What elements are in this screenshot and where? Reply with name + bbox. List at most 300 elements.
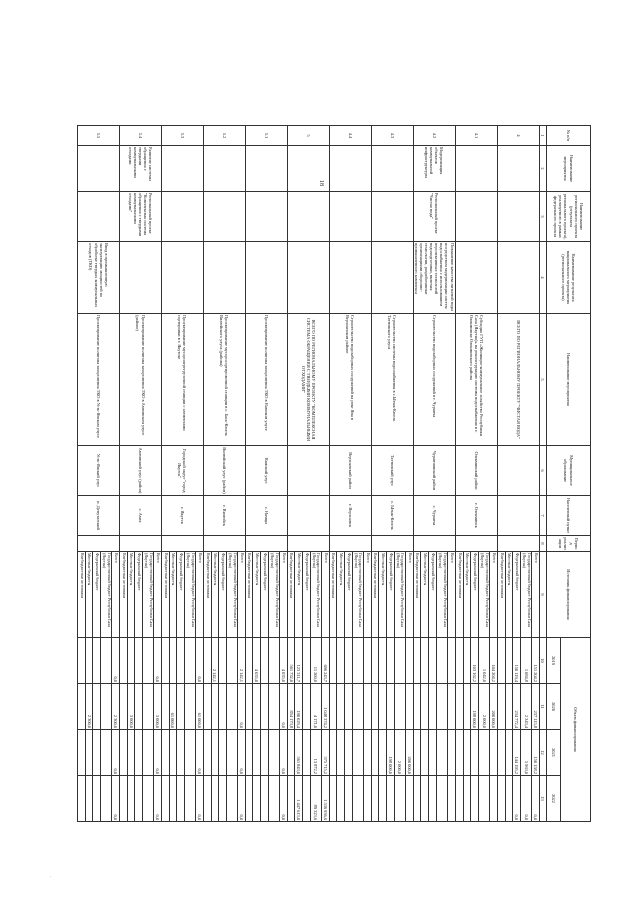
result-cell: Ввод в промышленную эксплуатацию мощностей по обработке твердых коммунальных отходов (ТКО) <box>78 242 120 314</box>
amount-cell <box>394 684 405 730</box>
object-cell: Проектирование полигона захоронения ТКО в Усть-Янском улусе <box>78 314 120 446</box>
object-cell: Строительство водозаборных сооружений в г. Чурапча <box>413 314 456 446</box>
source-cell: Местные бюджеты <box>169 552 177 638</box>
source-cell: Федеральный бюджет <box>177 552 185 638</box>
amount-cell <box>226 638 237 684</box>
column-number: 6 <box>539 446 546 496</box>
amount-cell <box>303 730 311 776</box>
amount-cell <box>352 684 363 730</box>
amount-cell <box>287 730 295 776</box>
event-cell <box>498 146 540 192</box>
fed-project-cell <box>245 192 287 242</box>
amount-cell <box>245 776 253 822</box>
amount-cell <box>413 638 421 684</box>
amount-cell <box>226 730 237 776</box>
amount-cell <box>421 776 429 822</box>
amount-cell: 0,0 <box>532 776 540 822</box>
amount-cell <box>93 684 101 730</box>
amount-cell <box>268 638 279 684</box>
amount-cell <box>456 684 464 730</box>
amount-cell <box>329 730 337 776</box>
object-cell: ВСЕГО ПО РЕГИОНАЛЬНОМУ ПРОЕКТУ "ЧИСТАЯ ВОДА" <box>498 314 540 446</box>
amount-cell <box>436 684 447 730</box>
amount-cell: 0,0 <box>280 730 288 776</box>
settlement-cell <box>498 496 540 536</box>
fed-project-cell <box>498 192 540 242</box>
amount-cell <box>413 776 421 822</box>
object-cell: Строительство системы водоснабжения в с.Ытык-Кюель Таттинского улуса <box>371 314 413 446</box>
amount-cell <box>203 684 211 730</box>
table-row <box>238 126 246 822</box>
source-cell: Государственный бюджет Республики Саха (Якутия) <box>352 552 363 638</box>
amount-cell <box>245 730 253 776</box>
amount-cell <box>93 776 101 822</box>
amount-cell <box>120 730 128 776</box>
source-cell: Внебюджетные источники <box>78 552 86 638</box>
result-cell <box>161 242 203 314</box>
amount-cell <box>456 776 464 822</box>
amount-cell: 561 843,0 <box>295 730 303 776</box>
amount-cell <box>429 638 437 684</box>
source-cell: Внебюджетные источники <box>456 552 464 638</box>
settlement-cell: г. Вилюйск <box>203 496 245 536</box>
amount-cell <box>371 684 379 730</box>
amount-cell <box>505 684 513 730</box>
amount-cell <box>127 776 135 822</box>
amount-cell: 237 115,8 <box>532 684 540 730</box>
source-cell: Внебюджетные источники <box>371 552 379 638</box>
amount-cell: 0,0 <box>521 776 532 822</box>
amount-cell <box>253 684 261 730</box>
column-number: 12 <box>539 730 546 776</box>
settlement-cell: с. Ытык-Кюель <box>371 496 413 536</box>
amount-cell <box>448 684 456 730</box>
source-cell: Внебюджетные источники <box>498 552 506 638</box>
amount-cell <box>185 684 196 730</box>
amount-cell <box>498 638 506 684</box>
amount-cell: 2 343,4 <box>521 684 532 730</box>
amount-cell <box>498 730 506 776</box>
settlement-cell: с. Намцы <box>245 496 287 536</box>
amount-cell: 123 311,7 <box>295 638 303 684</box>
amount-cell: 198 000,0 <box>471 684 479 730</box>
source-cell: Государственный бюджет Республики Саха (Якутия) <box>310 552 321 638</box>
amount-cell <box>143 638 154 684</box>
object-cell: Субсидия ГУП «Жилищно-коммунальное хозяйство Республики Саха (Якутия)» на реконструкцию системы водоснабжения в г. Олекминске Олекминского района <box>456 314 498 446</box>
amount-cell <box>135 776 143 822</box>
row-number-cell: 5.3 <box>161 126 203 146</box>
amount-cell <box>429 776 437 822</box>
amount-cell <box>101 638 112 684</box>
amount-cell: 854 173,8 <box>287 684 295 730</box>
amount-cell <box>185 638 196 684</box>
event-cell <box>245 146 287 192</box>
amount-cell: 61 000,0 <box>169 684 177 730</box>
result-cell <box>245 242 287 314</box>
amount-cell <box>78 776 86 822</box>
amount-cell <box>127 730 135 776</box>
source-cell: Всего <box>448 552 456 638</box>
municipality-cell: Амгинский улус (район) <box>120 446 162 496</box>
settlement-cell: г. Олекминск <box>456 496 498 536</box>
amount-cell: 4 171,0 <box>310 684 321 730</box>
settlement-cell: г. Верхоянск <box>329 496 371 536</box>
amount-cell: 696 243,7 <box>322 638 330 684</box>
fed-project-cell <box>203 192 245 242</box>
amount-cell: 89 323,6 <box>310 776 321 822</box>
municipality-cell: Верхоянский район <box>329 446 371 496</box>
row-number-cell: 5 <box>287 126 329 146</box>
event-cell <box>329 146 371 192</box>
fed-project-cell <box>371 192 413 242</box>
fed-project-cell <box>78 192 120 242</box>
source-cell: Местные бюджеты <box>505 552 513 638</box>
source-cell: Внебюджетные источники <box>287 552 295 638</box>
source-cell: Федеральный бюджет <box>471 552 479 638</box>
rotated-table-container <box>79 125 591 821</box>
amount-cell: 561 732,0 <box>287 638 295 684</box>
header-volume: Объем финансирования <box>561 638 591 822</box>
table-row <box>405 126 413 822</box>
header-year: 2022 <box>547 776 561 822</box>
column-number: 5 <box>539 314 546 446</box>
amount-cell <box>479 730 490 776</box>
amount-cell <box>436 638 447 684</box>
settlement-cell: г. Якутск <box>161 496 203 536</box>
amount-cell <box>143 730 154 776</box>
period-cell <box>287 536 329 552</box>
amount-cell <box>185 730 196 776</box>
amount-cell <box>337 684 345 730</box>
result-cell <box>371 242 413 314</box>
source-cell: Всего <box>238 552 246 638</box>
amount-cell <box>268 684 279 730</box>
amount-cell <box>436 776 447 822</box>
amount-cell <box>505 730 513 776</box>
amount-cell: 150 158,2 <box>532 730 540 776</box>
amount-cell <box>345 776 353 822</box>
column-number: 7 <box>539 496 546 536</box>
amount-cell <box>498 776 506 822</box>
amount-cell: 575 715,2 <box>322 730 330 776</box>
event-cell <box>203 146 245 192</box>
column-number: 8 <box>539 536 546 552</box>
amount-cell <box>463 638 471 684</box>
column-number: 1 <box>539 126 546 146</box>
municipality-cell: Вилюйский улус (район) <box>203 446 245 496</box>
amount-cell <box>405 776 413 822</box>
amount-cell: 0,0 <box>280 684 288 730</box>
amount-cell <box>463 684 471 730</box>
amount-cell: 104 204,2 <box>490 638 498 684</box>
source-cell: Всего <box>280 552 288 638</box>
amount-cell: 1 536 936,6 <box>322 776 330 822</box>
result-cell <box>203 242 245 314</box>
municipality-cell: Чурапчинский район <box>413 446 456 496</box>
amount-cell: 2 000,0 <box>394 730 405 776</box>
settlement-cell: п. Депутатский <box>78 496 120 536</box>
amount-cell <box>329 638 337 684</box>
period-cell <box>161 536 203 552</box>
amount-cell <box>387 638 395 684</box>
fed-project-cell: Региональный проект "Чистая вода" <box>413 192 456 242</box>
amount-cell <box>177 684 185 730</box>
source-cell: Федеральный бюджет <box>345 552 353 638</box>
amount-cell <box>379 684 387 730</box>
amount-cell: 2 000,0 <box>479 684 490 730</box>
amount-cell <box>85 638 93 684</box>
source-cell: Местные бюджеты <box>337 552 345 638</box>
source-cell: Местные бюджеты <box>211 552 219 638</box>
amount-cell <box>211 776 219 822</box>
source-cell: Государственный бюджет Республики Саха (Якутия) <box>143 552 154 638</box>
amount-cell <box>363 638 371 684</box>
result-cell <box>456 242 498 314</box>
municipality-cell: Таттинский улус <box>371 446 413 496</box>
amount-cell <box>505 776 513 822</box>
amount-cell <box>471 730 479 776</box>
amount-cell: 61 000,0 <box>196 684 204 730</box>
amount-cell <box>448 730 456 776</box>
amount-cell <box>268 776 279 822</box>
amount-cell: 5 963,0 <box>521 730 532 776</box>
amount-cell <box>253 730 261 776</box>
amount-cell: 1 084,8 <box>521 638 532 684</box>
table-row <box>154 126 162 822</box>
amount-cell <box>490 776 498 822</box>
amount-cell <box>448 776 456 822</box>
amount-cell <box>463 730 471 776</box>
object-cell: Проектирование полигона захоронения ТКО в Намском улусе <box>245 314 287 446</box>
amount-cell <box>471 776 479 822</box>
amount-cell: 151 204,2 <box>532 638 540 684</box>
amount-cell: 0,0 <box>196 776 204 822</box>
fed-project-cell <box>161 192 203 242</box>
table-row <box>196 126 204 822</box>
settlement-cell: с. Амга <box>120 496 162 536</box>
fed-project-cell: Региональный проект "Комплексная система обращения с твердыми коммунальными отходами" <box>120 192 162 242</box>
table-row <box>322 126 330 822</box>
amount-cell <box>211 730 219 776</box>
amount-cell <box>93 638 101 684</box>
amount-cell: 0,0 <box>112 730 120 776</box>
amount-cell <box>161 776 169 822</box>
row-number-cell: 4.1 <box>456 126 498 146</box>
result-cell <box>120 242 162 314</box>
source-cell: Федеральный бюджет <box>303 552 311 638</box>
amount-cell <box>337 730 345 776</box>
amount-cell <box>78 638 86 684</box>
amount-cell <box>226 684 237 730</box>
column-number: 2 <box>539 146 546 192</box>
period-cell <box>245 536 287 552</box>
amount-cell: 0,0 <box>196 730 204 776</box>
amount-cell: 150 119,4 <box>513 638 521 684</box>
amount-cell: 1 042,0 <box>479 638 490 684</box>
amount-cell: 200 000,0 <box>405 730 413 776</box>
amount-cell <box>436 730 447 776</box>
amount-cell: 11 200,0 <box>310 638 321 684</box>
event-cell: Модернизация объектов коммунальной инфраструктуры <box>413 146 456 192</box>
period-cell <box>456 536 498 552</box>
event-cell <box>456 146 498 192</box>
amount-cell <box>337 776 345 822</box>
amount-cell <box>203 776 211 822</box>
table-viewport <box>79 125 591 821</box>
amount-cell <box>120 638 128 684</box>
amount-cell <box>352 730 363 776</box>
amount-cell <box>363 776 371 822</box>
source-cell: Внебюджетные источники <box>245 552 253 638</box>
amount-cell: 190 029,4 <box>295 684 303 730</box>
amount-cell: 2 142,1 <box>238 638 246 684</box>
amount-cell <box>345 638 353 684</box>
amount-cell: 4 035,0 <box>280 638 288 684</box>
object-cell: Строительство водозаборных сооружений на реке Яна в Верхоянском районе <box>329 314 371 446</box>
amount-cell <box>394 776 405 822</box>
amount-cell <box>303 684 311 730</box>
table-row <box>490 126 498 822</box>
source-cell: Местные бюджеты <box>295 552 303 638</box>
amount-cell <box>245 638 253 684</box>
amount-cell <box>135 638 143 684</box>
amount-cell <box>177 638 185 684</box>
amount-cell <box>120 776 128 822</box>
row-number-cell: 5.2 <box>203 126 245 146</box>
row-number-cell: 4 <box>498 126 540 146</box>
amount-cell <box>394 638 405 684</box>
amount-cell <box>303 776 311 822</box>
amount-cell <box>211 684 219 730</box>
header-result: Наименование результата национального мероприятия (регионального проекта) <box>547 242 591 314</box>
amount-cell: 2 300,0 <box>85 684 93 730</box>
amount-cell <box>371 638 379 684</box>
source-cell: Внебюджетные источники <box>120 552 128 638</box>
municipality-cell <box>498 446 540 496</box>
fed-project-cell <box>456 192 498 242</box>
amount-cell: 103 162,2 <box>471 638 479 684</box>
header-municipality: Муниципальное образование <box>547 446 591 496</box>
source-cell: Всего <box>405 552 413 638</box>
amount-cell <box>490 730 498 776</box>
amount-cell <box>379 638 387 684</box>
amount-cell <box>268 730 279 776</box>
amount-cell: 0,0 <box>112 638 120 684</box>
amount-cell: 0,0 <box>196 638 204 684</box>
amount-cell <box>345 684 353 730</box>
object-cell: Проектирование мусороперегрузочной станции с элементами сортировки в г. Якутске <box>161 314 203 446</box>
column-number: 11 <box>539 684 546 730</box>
amount-cell <box>329 776 337 822</box>
amount-cell <box>261 638 269 684</box>
amount-cell <box>161 684 169 730</box>
source-cell: Государственный бюджет Республики Саха (Якутия) <box>268 552 279 638</box>
settlement-cell: с. Чурапча <box>413 496 456 536</box>
amount-cell <box>161 638 169 684</box>
header-source: Источник финансирования <box>547 552 591 638</box>
amount-cell: 0,0 <box>112 776 120 822</box>
source-cell: Местные бюджеты <box>421 552 429 638</box>
amount-cell: 0,0 <box>280 776 288 822</box>
scan-mark: . <box>50 874 52 879</box>
header-year: 2019 <box>547 638 561 684</box>
table-row <box>363 126 371 822</box>
amount-cell <box>303 638 311 684</box>
amount-cell <box>261 730 269 776</box>
amount-cell: 1 048 374,2 <box>322 684 330 730</box>
column-number-row <box>539 126 546 822</box>
object-cell: Проектирование полигона захоронения ТКО в Амгинском улусе (районе) <box>120 314 162 446</box>
row-number-cell: 5.4 <box>120 126 162 146</box>
source-cell: Федеральный бюджет <box>219 552 227 638</box>
column-number: 9 <box>539 552 546 638</box>
fed-project-cell <box>329 192 371 242</box>
amount-cell: 200 000,0 <box>490 684 498 730</box>
amount-cell <box>185 776 196 822</box>
amount-cell <box>219 684 227 730</box>
amount-cell <box>203 638 211 684</box>
amount-cell <box>456 730 464 776</box>
header-num: № п/п <box>547 126 591 146</box>
period-cell <box>329 536 371 552</box>
amount-cell: 0,0 <box>154 730 162 776</box>
amount-cell <box>177 776 185 822</box>
amount-cell <box>352 638 363 684</box>
amount-cell <box>413 730 421 776</box>
table-body <box>78 126 540 822</box>
header-object: Наименование мероприятия <box>547 314 591 446</box>
amount-cell: 13 872,2 <box>310 730 321 776</box>
result-cell <box>329 242 371 314</box>
amount-cell: 198 000,0 <box>387 730 395 776</box>
amount-cell <box>169 638 177 684</box>
municipality-cell: Городской округ "город Якутск" <box>161 446 203 496</box>
table-row <box>280 126 288 822</box>
amount-cell: 1 447 613,0 <box>295 776 303 822</box>
amount-cell <box>498 684 506 730</box>
event-cell: Развитие системы обращения с твердыми коммунальными отходами <box>120 146 162 192</box>
amount-cell: 234 772,4 <box>513 684 521 730</box>
amount-cell <box>448 638 456 684</box>
amount-cell <box>226 776 237 822</box>
column-number: 10 <box>539 638 546 684</box>
amount-cell <box>101 684 112 730</box>
source-cell: Местные бюджеты <box>253 552 261 638</box>
header-year: 2020 <box>547 684 561 730</box>
amount-cell: 0,0 <box>513 776 521 822</box>
amount-cell <box>245 684 253 730</box>
source-cell: Местные бюджеты <box>379 552 387 638</box>
amount-cell <box>463 776 471 822</box>
amount-cell: 0,0 <box>238 684 246 730</box>
amount-cell: 4 035,0 <box>253 638 261 684</box>
amount-cell <box>363 730 371 776</box>
column-number: 4 <box>539 242 546 314</box>
municipality-cell: Олекминский район <box>456 446 498 496</box>
source-cell: Государственный бюджет Республики Саха (Якутия) <box>185 552 196 638</box>
period-cell <box>498 536 540 552</box>
amount-cell <box>429 684 437 730</box>
amount-cell <box>261 776 269 822</box>
municipality-cell: Намский улус <box>245 446 287 496</box>
object-cell: ВСЕГО ПО РЕГИОНАЛЬНОМУ ПРОЕКТУ "КОМПЛЕКСНАЯ СИСТЕМА ОБРАЩЕНИЯ С ТВЕРДЫМИ КОММУНАЛЬНЫМИ ОТХОДАМИ" <box>287 314 329 446</box>
amount-cell <box>143 776 154 822</box>
amount-cell <box>405 638 413 684</box>
source-cell: Федеральный бюджет <box>93 552 101 638</box>
source-cell: Местные бюджеты <box>463 552 471 638</box>
amount-cell <box>352 776 363 822</box>
source-cell: Государственный бюджет Республики Саха (Якутия) <box>101 552 112 638</box>
